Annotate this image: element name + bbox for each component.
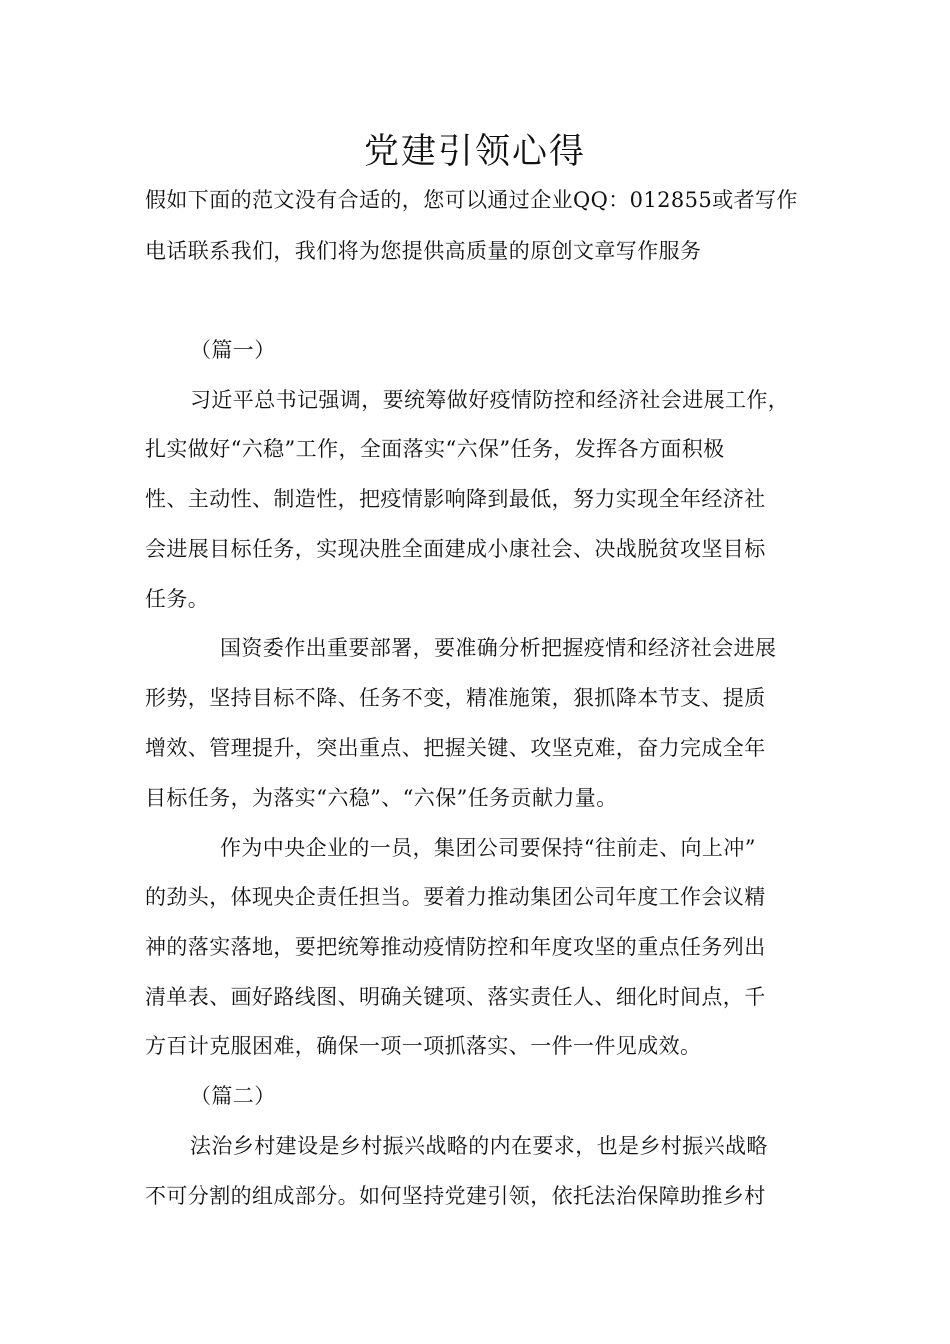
section1-p3-line-1: 作为中央企业的一员，集团公司要保持“往前走、向上冲” (220, 836, 756, 860)
section1-p1-line-4: 会进展目标任务，实现决胜全面建成小康社会、决战脱贫攻坚目标 (145, 537, 766, 561)
section2-p1-line-2: 不可分割的组成部分。如何坚持党建引领，依托法治保障助推乡村 (145, 1184, 766, 1208)
intro-line-1: 假如下面的范文没有合适的，您可以通过企业QQ：012855或者写作 (145, 188, 798, 212)
section1-p2-line-2: 形势，坚持目标不降、任务不变，精准施策，狠抓降本节支、提质 (145, 686, 766, 710)
section1-p3-line-2: 的劲头，体现央企责任担当。要着力推动集团公司年度工作会议精 (145, 885, 766, 909)
section1-p2-line-3: 增效、管理提升，突出重点、把握关键、攻坚克难，奋力完成全年 (145, 736, 766, 760)
section1-p2-line-1: 国资委作出重要部署，要准确分析把握疫情和经济社会进展 (220, 636, 777, 660)
section1-p3-line-3: 神的落实落地，要把统筹推动疫情防控和年度攻坚的重点任务列出 (145, 935, 766, 959)
section2-p1-line-1: 法治乡村建设是乡村振兴战略的内在要求，也是乡村振兴战略 (190, 1134, 768, 1158)
section1-p1-line-3: 性、主动性、制造性，把疫情影响降到最低，努力实现全年经济社 (145, 487, 766, 511)
section1-p1-line-2: 扎实做好“六稳”工作，全面落实“六保”任务，发挥各方面积极 (145, 437, 725, 461)
section1-p1-line-1: 习近平总书记强调，要统筹做好疫情防控和经济社会进展工作， (190, 388, 790, 412)
section1-heading: （篇一） (190, 338, 276, 362)
intro-line-2: 电话联系我们，我们将为您提供高质量的原创文章写作服务 (145, 239, 702, 263)
section1-p3-line-5: 方百计克服困难，确保一项一项抓落实、一件一件见成效。 (145, 1034, 702, 1058)
document-title: 党建引领心得 (363, 132, 586, 172)
section1-p3-line-4: 清单表、画好路线图、明确关键项、落实责任人、细化时间点，千 (145, 985, 766, 1009)
section2-heading: （篇二） (190, 1084, 276, 1108)
section1-p2-line-4: 目标任务，为落实“六稳”、“六保”任务贡献力量。 (145, 786, 618, 810)
section1-p1-line-5: 任务。 (145, 587, 210, 611)
